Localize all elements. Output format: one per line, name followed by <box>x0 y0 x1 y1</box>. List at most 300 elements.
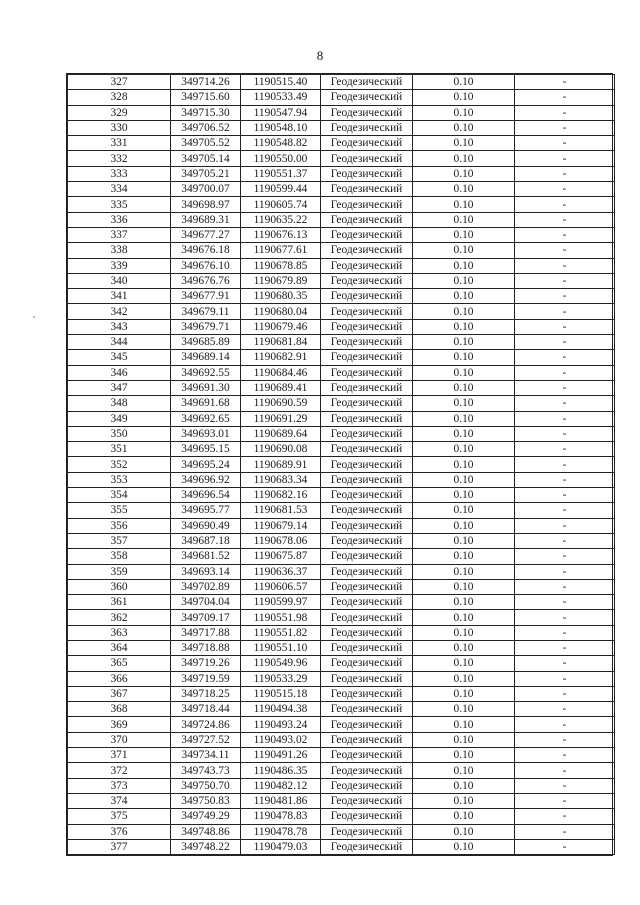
y-coordinate-cell: 1190549.96 <box>241 656 321 671</box>
x-coordinate-cell: 349676.10 <box>171 258 241 273</box>
accuracy-cell: 0.10 <box>413 748 515 763</box>
point-number-cell: 352 <box>68 457 171 472</box>
x-coordinate-cell: 349677.27 <box>171 227 241 242</box>
description-cell: - <box>515 763 615 778</box>
y-coordinate-cell: 1190636.37 <box>241 564 321 579</box>
method-cell: Геодезический <box>321 75 413 90</box>
table-row <box>68 472 615 487</box>
table-row <box>68 824 615 839</box>
table-row <box>68 182 615 197</box>
description-cell: - <box>515 380 615 395</box>
accuracy-cell: 0.10 <box>413 472 515 487</box>
x-coordinate-cell: 349685.89 <box>171 335 241 350</box>
x-coordinate-cell: 349698.97 <box>171 197 241 212</box>
accuracy-cell: 0.10 <box>413 243 515 258</box>
point-number-cell: 367 <box>68 686 171 701</box>
method-cell: Геодезический <box>321 564 413 579</box>
description-cell: - <box>515 595 615 610</box>
y-coordinate-cell: 1190691.29 <box>241 411 321 426</box>
point-number-cell: 364 <box>68 640 171 655</box>
table-row <box>68 136 615 151</box>
description-cell: - <box>515 182 615 197</box>
x-coordinate-cell: 349681.52 <box>171 549 241 564</box>
description-cell: - <box>515 671 615 686</box>
accuracy-cell: 0.10 <box>413 549 515 564</box>
table-row <box>68 273 615 288</box>
table-row <box>68 243 615 258</box>
point-number-cell: 340 <box>68 273 171 288</box>
point-number-cell: 348 <box>68 396 171 411</box>
table-row <box>68 763 615 778</box>
y-coordinate-cell: 1190533.29 <box>241 671 321 686</box>
point-number-cell: 332 <box>68 151 171 166</box>
y-coordinate-cell: 1190680.04 <box>241 304 321 319</box>
table-row <box>68 426 615 441</box>
method-cell: Геодезический <box>321 197 413 212</box>
accuracy-cell: 0.10 <box>413 396 515 411</box>
table-row <box>68 610 615 625</box>
accuracy-cell: 0.10 <box>413 442 515 457</box>
table-row <box>68 564 615 579</box>
description-cell: - <box>515 197 615 212</box>
y-coordinate-cell: 1190599.44 <box>241 182 321 197</box>
method-cell: Геодезический <box>321 335 413 350</box>
method-cell: Геодезический <box>321 656 413 671</box>
method-cell: Геодезический <box>321 702 413 717</box>
accuracy-cell: 0.10 <box>413 533 515 548</box>
method-cell: Геодезический <box>321 518 413 533</box>
table-row <box>68 90 615 105</box>
y-coordinate-cell: 1190677.61 <box>241 243 321 258</box>
accuracy-cell: 0.10 <box>413 778 515 793</box>
method-cell: Геодезический <box>321 365 413 380</box>
x-coordinate-cell: 349709.17 <box>171 610 241 625</box>
description-cell: - <box>515 365 615 380</box>
description-cell: - <box>515 686 615 701</box>
method-cell: Геодезический <box>321 533 413 548</box>
method-cell: Геодезический <box>321 319 413 334</box>
method-cell: Геодезический <box>321 166 413 181</box>
point-number-cell: 351 <box>68 442 171 457</box>
table-row <box>68 839 615 854</box>
x-coordinate-cell: 349724.86 <box>171 717 241 732</box>
description-cell: - <box>515 120 615 135</box>
method-cell: Геодезический <box>321 717 413 732</box>
description-cell: - <box>515 610 615 625</box>
x-coordinate-cell: 349687.18 <box>171 533 241 548</box>
point-number-cell: 329 <box>68 105 171 120</box>
method-cell: Геодезический <box>321 396 413 411</box>
method-cell: Геодезический <box>321 839 413 854</box>
y-coordinate-cell: 1190680.35 <box>241 289 321 304</box>
x-coordinate-cell: 349715.30 <box>171 105 241 120</box>
x-coordinate-cell: 349689.14 <box>171 350 241 365</box>
table-row <box>68 120 615 135</box>
method-cell: Геодезический <box>321 671 413 686</box>
point-number-cell: 371 <box>68 748 171 763</box>
page-number: 8 <box>316 48 324 63</box>
x-coordinate-cell: 349677.91 <box>171 289 241 304</box>
method-cell: Геодезический <box>321 136 413 151</box>
description-cell: - <box>515 166 615 181</box>
x-coordinate-cell: 349692.65 <box>171 411 241 426</box>
description-cell: - <box>515 396 615 411</box>
x-coordinate-cell: 349693.14 <box>171 564 241 579</box>
y-coordinate-cell: 1190551.98 <box>241 610 321 625</box>
accuracy-cell: 0.10 <box>413 212 515 227</box>
accuracy-cell: 0.10 <box>413 518 515 533</box>
table-row <box>68 625 615 640</box>
y-coordinate-cell: 1190479.03 <box>241 839 321 854</box>
table-row <box>68 656 615 671</box>
point-number-cell: 344 <box>68 335 171 350</box>
accuracy-cell: 0.10 <box>413 75 515 90</box>
method-cell: Геодезический <box>321 442 413 457</box>
description-cell: - <box>515 732 615 747</box>
method-cell: Геодезический <box>321 748 413 763</box>
point-number-cell: 369 <box>68 717 171 732</box>
description-cell: - <box>515 748 615 763</box>
description-cell: - <box>515 136 615 151</box>
point-number-cell: 353 <box>68 472 171 487</box>
table-row <box>68 595 615 610</box>
point-number-cell: 339 <box>68 258 171 273</box>
point-number-cell: 373 <box>68 778 171 793</box>
point-number-cell: 375 <box>68 809 171 824</box>
description-cell: - <box>515 273 615 288</box>
table-row <box>68 151 615 166</box>
accuracy-cell: 0.10 <box>413 763 515 778</box>
y-coordinate-cell: 1190551.37 <box>241 166 321 181</box>
accuracy-cell: 0.10 <box>413 227 515 242</box>
x-coordinate-cell: 349714.26 <box>171 75 241 90</box>
table-row <box>68 380 615 395</box>
accuracy-cell: 0.10 <box>413 610 515 625</box>
y-coordinate-cell: 1190551.10 <box>241 640 321 655</box>
y-coordinate-cell: 1190482.12 <box>241 778 321 793</box>
accuracy-cell: 0.10 <box>413 457 515 472</box>
x-coordinate-cell: 349705.52 <box>171 136 241 151</box>
point-number-cell: 334 <box>68 182 171 197</box>
accuracy-cell: 0.10 <box>413 809 515 824</box>
x-coordinate-cell: 349690.49 <box>171 518 241 533</box>
description-cell: - <box>515 90 615 105</box>
table-row <box>68 732 615 747</box>
description-cell: - <box>515 839 615 854</box>
x-coordinate-cell: 349734.11 <box>171 748 241 763</box>
table-row <box>68 212 615 227</box>
y-coordinate-cell: 1190681.53 <box>241 503 321 518</box>
table-row <box>68 640 615 655</box>
y-coordinate-cell: 1190690.59 <box>241 396 321 411</box>
accuracy-cell: 0.10 <box>413 289 515 304</box>
description-cell: - <box>515 472 615 487</box>
table-row <box>68 488 615 503</box>
point-number-cell: 333 <box>68 166 171 181</box>
point-number-cell: 336 <box>68 212 171 227</box>
method-cell: Геодезический <box>321 289 413 304</box>
coordinates-table <box>67 74 615 855</box>
method-cell: Геодезический <box>321 610 413 625</box>
accuracy-cell: 0.10 <box>413 564 515 579</box>
description-cell: - <box>515 625 615 640</box>
point-number-cell: 350 <box>68 426 171 441</box>
method-cell: Геодезический <box>321 686 413 701</box>
accuracy-cell: 0.10 <box>413 595 515 610</box>
x-coordinate-cell: 349705.21 <box>171 166 241 181</box>
accuracy-cell: 0.10 <box>413 182 515 197</box>
table-row <box>68 166 615 181</box>
y-coordinate-cell: 1190679.89 <box>241 273 321 288</box>
description-cell: - <box>515 411 615 426</box>
description-cell: - <box>515 350 615 365</box>
method-cell: Геодезический <box>321 549 413 564</box>
description-cell: - <box>515 289 615 304</box>
y-coordinate-cell: 1190679.46 <box>241 319 321 334</box>
y-coordinate-cell: 1190606.57 <box>241 579 321 594</box>
y-coordinate-cell: 1190533.49 <box>241 90 321 105</box>
description-cell: - <box>515 212 615 227</box>
y-coordinate-cell: 1190605.74 <box>241 197 321 212</box>
method-cell: Геодезический <box>321 304 413 319</box>
table-row <box>68 335 615 350</box>
accuracy-cell: 0.10 <box>413 717 515 732</box>
description-cell: - <box>515 809 615 824</box>
x-coordinate-cell: 349705.14 <box>171 151 241 166</box>
method-cell: Геодезический <box>321 640 413 655</box>
point-number-cell: 365 <box>68 656 171 671</box>
point-number-cell: 366 <box>68 671 171 686</box>
description-cell: - <box>515 564 615 579</box>
y-coordinate-cell: 1190478.83 <box>241 809 321 824</box>
point-number-cell: 370 <box>68 732 171 747</box>
accuracy-cell: 0.10 <box>413 640 515 655</box>
x-coordinate-cell: 349743.73 <box>171 763 241 778</box>
table-row <box>68 75 615 90</box>
x-coordinate-cell: 349689.31 <box>171 212 241 227</box>
x-coordinate-cell: 349691.30 <box>171 380 241 395</box>
accuracy-cell: 0.10 <box>413 319 515 334</box>
method-cell: Геодезический <box>321 243 413 258</box>
x-coordinate-cell: 349717.88 <box>171 625 241 640</box>
y-coordinate-cell: 1190682.91 <box>241 350 321 365</box>
table-row <box>68 702 615 717</box>
description-cell: - <box>515 533 615 548</box>
y-coordinate-cell: 1190689.41 <box>241 380 321 395</box>
accuracy-cell: 0.10 <box>413 793 515 808</box>
method-cell: Геодезический <box>321 824 413 839</box>
method-cell: Геодезический <box>321 457 413 472</box>
method-cell: Геодезический <box>321 472 413 487</box>
x-coordinate-cell: 349702.89 <box>171 579 241 594</box>
x-coordinate-cell: 349719.26 <box>171 656 241 671</box>
y-coordinate-cell: 1190690.08 <box>241 442 321 457</box>
x-coordinate-cell: 349700.07 <box>171 182 241 197</box>
point-number-cell: 377 <box>68 839 171 854</box>
accuracy-cell: 0.10 <box>413 426 515 441</box>
y-coordinate-cell: 1190478.78 <box>241 824 321 839</box>
x-coordinate-cell: 349692.55 <box>171 365 241 380</box>
method-cell: Геодезический <box>321 625 413 640</box>
y-coordinate-cell: 1190494.38 <box>241 702 321 717</box>
x-coordinate-cell: 349704.04 <box>171 595 241 610</box>
accuracy-cell: 0.10 <box>413 90 515 105</box>
y-coordinate-cell: 1190481.86 <box>241 793 321 808</box>
method-cell: Геодезический <box>321 426 413 441</box>
method-cell: Геодезический <box>321 595 413 610</box>
y-coordinate-cell: 1190689.91 <box>241 457 321 472</box>
table-row <box>68 227 615 242</box>
table-row <box>68 533 615 548</box>
point-number-cell: 356 <box>68 518 171 533</box>
accuracy-cell: 0.10 <box>413 166 515 181</box>
table-row <box>68 457 615 472</box>
description-cell: - <box>515 518 615 533</box>
table-row <box>68 671 615 686</box>
x-coordinate-cell: 349718.25 <box>171 686 241 701</box>
method-cell: Геодезический <box>321 227 413 242</box>
accuracy-cell: 0.10 <box>413 503 515 518</box>
accuracy-cell: 0.10 <box>413 625 515 640</box>
accuracy-cell: 0.10 <box>413 350 515 365</box>
point-number-cell: 361 <box>68 595 171 610</box>
point-number-cell: 359 <box>68 564 171 579</box>
x-coordinate-cell: 349727.52 <box>171 732 241 747</box>
description-cell: - <box>515 227 615 242</box>
point-number-cell: 328 <box>68 90 171 105</box>
x-coordinate-cell: 349750.70 <box>171 778 241 793</box>
accuracy-cell: 0.10 <box>413 120 515 135</box>
point-number-cell: 347 <box>68 380 171 395</box>
x-coordinate-cell: 349750.83 <box>171 793 241 808</box>
accuracy-cell: 0.10 <box>413 304 515 319</box>
y-coordinate-cell: 1190679.14 <box>241 518 321 533</box>
accuracy-cell: 0.10 <box>413 488 515 503</box>
method-cell: Геодезический <box>321 503 413 518</box>
y-coordinate-cell: 1190683.34 <box>241 472 321 487</box>
description-cell: - <box>515 824 615 839</box>
y-coordinate-cell: 1190515.40 <box>241 75 321 90</box>
y-coordinate-cell: 1190682.16 <box>241 488 321 503</box>
accuracy-cell: 0.10 <box>413 671 515 686</box>
description-cell: - <box>515 75 615 90</box>
table-row <box>68 289 615 304</box>
description-cell: - <box>515 426 615 441</box>
table-row <box>68 518 615 533</box>
accuracy-cell: 0.10 <box>413 686 515 701</box>
y-coordinate-cell: 1190689.64 <box>241 426 321 441</box>
accuracy-cell: 0.10 <box>413 365 515 380</box>
method-cell: Геодезический <box>321 120 413 135</box>
x-coordinate-cell: 349679.71 <box>171 319 241 334</box>
table-row <box>68 105 615 120</box>
point-number-cell: 358 <box>68 549 171 564</box>
table-row <box>68 442 615 457</box>
table-row <box>68 717 615 732</box>
table-row <box>68 778 615 793</box>
description-cell: - <box>515 243 615 258</box>
y-coordinate-cell: 1190486.35 <box>241 763 321 778</box>
x-coordinate-cell: 349749.29 <box>171 809 241 824</box>
x-coordinate-cell: 349679.11 <box>171 304 241 319</box>
method-cell: Геодезический <box>321 258 413 273</box>
y-coordinate-cell: 1190681.84 <box>241 335 321 350</box>
accuracy-cell: 0.10 <box>413 824 515 839</box>
point-number-cell: 360 <box>68 579 171 594</box>
y-coordinate-cell: 1190684.46 <box>241 365 321 380</box>
y-coordinate-cell: 1190493.02 <box>241 732 321 747</box>
point-number-cell: 374 <box>68 793 171 808</box>
method-cell: Геодезический <box>321 212 413 227</box>
y-coordinate-cell: 1190493.24 <box>241 717 321 732</box>
x-coordinate-cell: 349715.60 <box>171 90 241 105</box>
point-number-cell: 327 <box>68 75 171 90</box>
method-cell: Геодезический <box>321 732 413 747</box>
table-row <box>68 350 615 365</box>
method-cell: Геодезический <box>321 793 413 808</box>
accuracy-cell: 0.10 <box>413 105 515 120</box>
y-coordinate-cell: 1190515.18 <box>241 686 321 701</box>
point-number-cell: 376 <box>68 824 171 839</box>
description-cell: - <box>515 503 615 518</box>
accuracy-cell: 0.10 <box>413 380 515 395</box>
point-number-cell: 343 <box>68 319 171 334</box>
method-cell: Геодезический <box>321 273 413 288</box>
y-coordinate-cell: 1190678.85 <box>241 258 321 273</box>
coordinates-table-frame <box>66 73 613 856</box>
x-coordinate-cell: 349693.01 <box>171 426 241 441</box>
table-row <box>68 396 615 411</box>
point-number-cell: 337 <box>68 227 171 242</box>
table-row <box>68 579 615 594</box>
x-coordinate-cell: 349676.18 <box>171 243 241 258</box>
table-row <box>68 503 615 518</box>
point-number-cell: 363 <box>68 625 171 640</box>
accuracy-cell: 0.10 <box>413 335 515 350</box>
point-number-cell: 362 <box>68 610 171 625</box>
method-cell: Геодезический <box>321 763 413 778</box>
method-cell: Геодезический <box>321 182 413 197</box>
point-number-cell: 345 <box>68 350 171 365</box>
x-coordinate-cell: 349718.44 <box>171 702 241 717</box>
y-coordinate-cell: 1190548.82 <box>241 136 321 151</box>
accuracy-cell: 0.10 <box>413 258 515 273</box>
point-number-cell: 331 <box>68 136 171 151</box>
description-cell: - <box>515 793 615 808</box>
x-coordinate-cell: 349695.24 <box>171 457 241 472</box>
x-coordinate-cell: 349748.86 <box>171 824 241 839</box>
method-cell: Геодезический <box>321 488 413 503</box>
x-coordinate-cell: 349706.52 <box>171 120 241 135</box>
y-coordinate-cell: 1190599.97 <box>241 595 321 610</box>
table-row <box>68 197 615 212</box>
accuracy-cell: 0.10 <box>413 839 515 854</box>
point-number-cell: 335 <box>68 197 171 212</box>
description-cell: - <box>515 151 615 166</box>
y-coordinate-cell: 1190678.06 <box>241 533 321 548</box>
accuracy-cell: 0.10 <box>413 197 515 212</box>
x-coordinate-cell: 349718.88 <box>171 640 241 655</box>
point-number-cell: 338 <box>68 243 171 258</box>
coordinates-table-body <box>68 75 615 855</box>
y-coordinate-cell: 1190491.26 <box>241 748 321 763</box>
method-cell: Геодезический <box>321 380 413 395</box>
x-coordinate-cell: 349695.77 <box>171 503 241 518</box>
y-coordinate-cell: 1190635.22 <box>241 212 321 227</box>
description-cell: - <box>515 778 615 793</box>
accuracy-cell: 0.10 <box>413 656 515 671</box>
point-number-cell: 368 <box>68 702 171 717</box>
